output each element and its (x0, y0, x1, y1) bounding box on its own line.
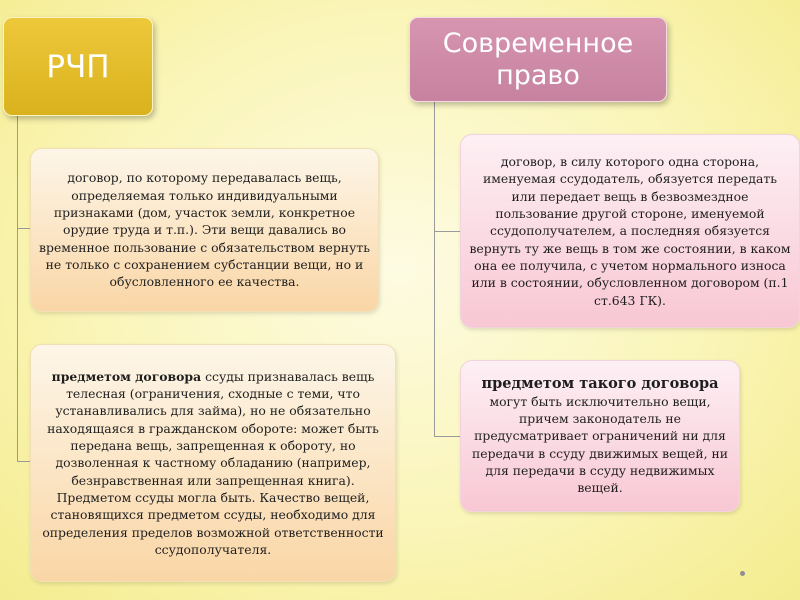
modern-subject-text: могут быть исключительно вещи, причем законодатель не предусматривает ограничений ни для передачи в ссуду движимых вещей, ни для передачи в ссуду недвижимых вещей. (472, 393, 728, 496)
rchp-subject-paragraph (39, 368, 387, 558)
modern-definition-text: договор, в силу которого одна сторона, именуемая ссудодатель, обязуется передать или передает вещь в безвозмездное пользование другой стороне, именуемой ссудополучателем, а последняя обязуется вернуть ту же вещь в том же состоянии, в каком она ее получила, с учетом нормального износа или в состоянии, обусловленном договором (п.1 ст.643 ГК). (469, 154, 791, 308)
rchp-definition-text: договор, по которому передавалась вещь, определяемая только индивидуальными признаками (дом, участок земли, конкретное орудие труда и т.п.). Эти вещи давались во временное пользование с обязательством вернуть не только с сохранением субстанции вещи, но и обусловленного ее качества. (39, 170, 370, 290)
right-connector-branch-1 (434, 231, 460, 232)
rchp-header-label: РЧП (46, 48, 110, 85)
rchp-subject-lead: предметом договора (51, 368, 202, 384)
left-connector-branch-2 (17, 461, 30, 462)
rchp-subject-text: ссуды признавалась вещь телесная (ограничения, сходные с теми, что устанавливались для займа), но не обязательно находящаяся в гражданском обороте: может быть передана вещь, запрещенная к обороту, но дозволенная к частному обладанию (например, безнравственная или запрещенная книга). Предметом ссуды могла быть. Качество вещей, становящихся предметом ссуды, необходимо для определения пределов возможной ответственности ссудополучателя. (42, 368, 384, 557)
modern-law-header (409, 17, 667, 102)
modern-subject-box (460, 360, 740, 512)
rchp-definition-box (30, 148, 379, 312)
rchp-header (3, 17, 153, 116)
left-connector-vertical (17, 114, 18, 462)
modern-law-header-line2: право (496, 59, 580, 91)
modern-law-header-line1: Современное (442, 27, 634, 59)
right-connector-vertical (434, 100, 435, 437)
right-connector-branch-2 (434, 436, 460, 437)
slide-bullet-dot (740, 571, 745, 576)
modern-subject-lead: предметом такого договора (481, 375, 719, 393)
left-connector-branch-1 (17, 228, 30, 229)
modern-definition-box (460, 134, 800, 328)
rchp-subject-box (30, 344, 396, 582)
